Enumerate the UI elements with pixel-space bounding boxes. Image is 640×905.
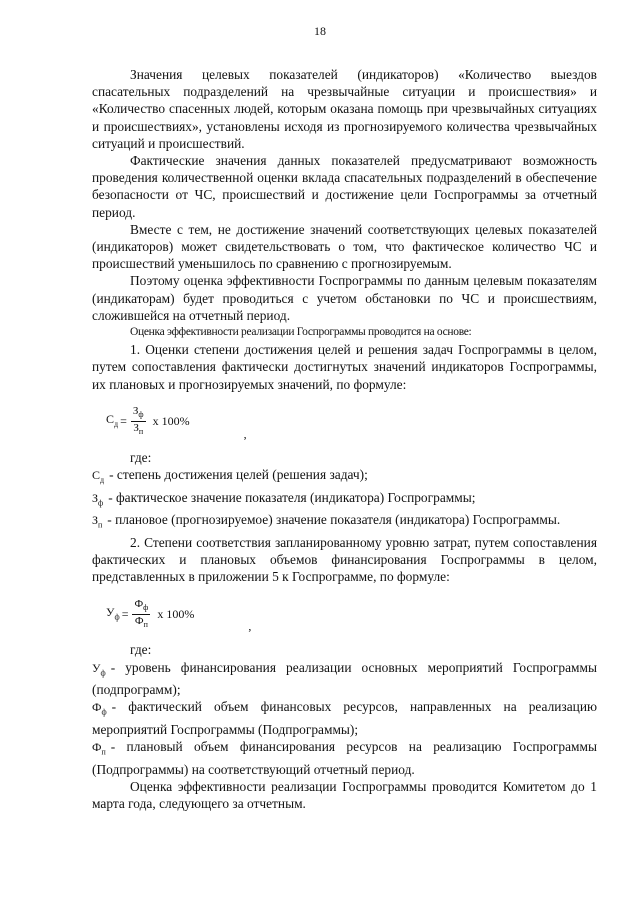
page-number: 18: [314, 24, 326, 38]
formula1-lhs: $С_д$: [106, 412, 119, 429]
legend2-item: $У_ф$ - уровень финансирования реализации основных мероприятий Госпрограммы (подпрограмм);: [92, 659, 597, 698]
paragraph-indicator-values: Значения целевых показателей (индикаторов) «Количество выездов спасательных подразделений на чрезвычайные ситуации и происшествия» и «Количество спасенных людей, которым оказана помощь при чрезвычайных ситуациях и происшествиях», установлены исходя из прогнозируемого количества чрезвычайных ситуаций и происшествий.: [92, 67, 597, 151]
paragraph-actual-values: Фактические значения данных показателей предусматривают возможность проведения количественной оценки вклада спасательных подразделений в обеспечение безопасности от ЧС, происшествий и достижение цели Госпрограммы за отчетный период.: [92, 153, 597, 220]
legend2-item: $Ф_п$ - плановый объем финансирования ресурсов на реализацию Госпрограммы (Подпрограммы) на соответствующий отчетный период.: [92, 739, 597, 777]
paragraph-evaluation-conditions: Поэтому оценка эффективности Госпрограммы по данным целевым показателям (индикаторам) будет проводиться с учетом обстановки по ЧС и происшествиям, сложившейся на отчетный период.: [92, 273, 597, 323]
formula1-multiplier: x 100%: [152, 414, 190, 429]
formula1-equals: =: [120, 414, 127, 429]
formula1-fraction: [131, 405, 146, 438]
formula-goal-achievement: [106, 397, 597, 447]
legend1-item: $С_д$ - степень достижения целей (решения задач);: [92, 467, 368, 485]
formula2-multiplier: x 100%: [157, 606, 195, 621]
formula2-fraction: [132, 598, 150, 631]
paragraph-item-2: 2. Степени соответствия запланированному уровню затрат, путем сопоставления фактических и плановых объемов финансирования Госпрограммы в целом, представленных в приложении 5 к Госпрограмме, по формуле:: [92, 534, 597, 585]
formula2-equals: =: [121, 606, 129, 621]
legend2-item: $Ф_ф$ - фактический объем финансовых ресурсов, направленных на реализацию мероприятий Госпрограммы (Подпрограммы);: [92, 699, 597, 738]
legend1-item: $З_п$ - плановое (прогнозируемое) значение показателя (индикатора) Госпрограммы.: [92, 512, 561, 530]
formula-funding-level: [106, 589, 597, 639]
where-label-1: где:: [130, 449, 152, 465]
legend1-item: $З_ф$ - фактическое значение показателя (индикатора) Госпрограммы;: [92, 489, 476, 508]
formula2-comma: ,: [248, 619, 252, 634]
formula2-denominator: $Ф_п$: [134, 614, 148, 630]
paragraph-item-1: 1. Оценки степени достижения целей и решения задач Госпрограммы в целом, путем сопоставления фактически достигнутых значений индикаторов Госпрограммы, их плановых и прогнозируемых значений, по формуле:: [92, 342, 597, 392]
formula1-numerator: $З_ф$: [131, 405, 146, 422]
formula2-numerator: $Ф_ф$: [132, 598, 150, 615]
document-body: [92, 66, 597, 812]
paragraph-not-achieved: Вместе с тем, не достижение значений соответствующих целевых показателей (индикаторов) может свидетельствовать о том, что фактическое количество ЧС и происшествий уменьшилось по сравнению с прогнозируемым.: [92, 221, 597, 272]
paragraph-evaluation-basis: Оценка эффективности реализации Госпрограммы проводится на основе:: [130, 326, 472, 339]
where-label-2: где:: [130, 642, 152, 658]
formula2-lhs: $У_ф$: [106, 604, 120, 622]
paragraph-closing: Оценка эффективности реализации Госпрограммы проводится Комитетом до 1 марта года, следующего за отчетным.: [92, 779, 597, 812]
formula1-comma: ,: [243, 426, 247, 441]
formula1-denominator: $З_п$: [133, 422, 144, 437]
